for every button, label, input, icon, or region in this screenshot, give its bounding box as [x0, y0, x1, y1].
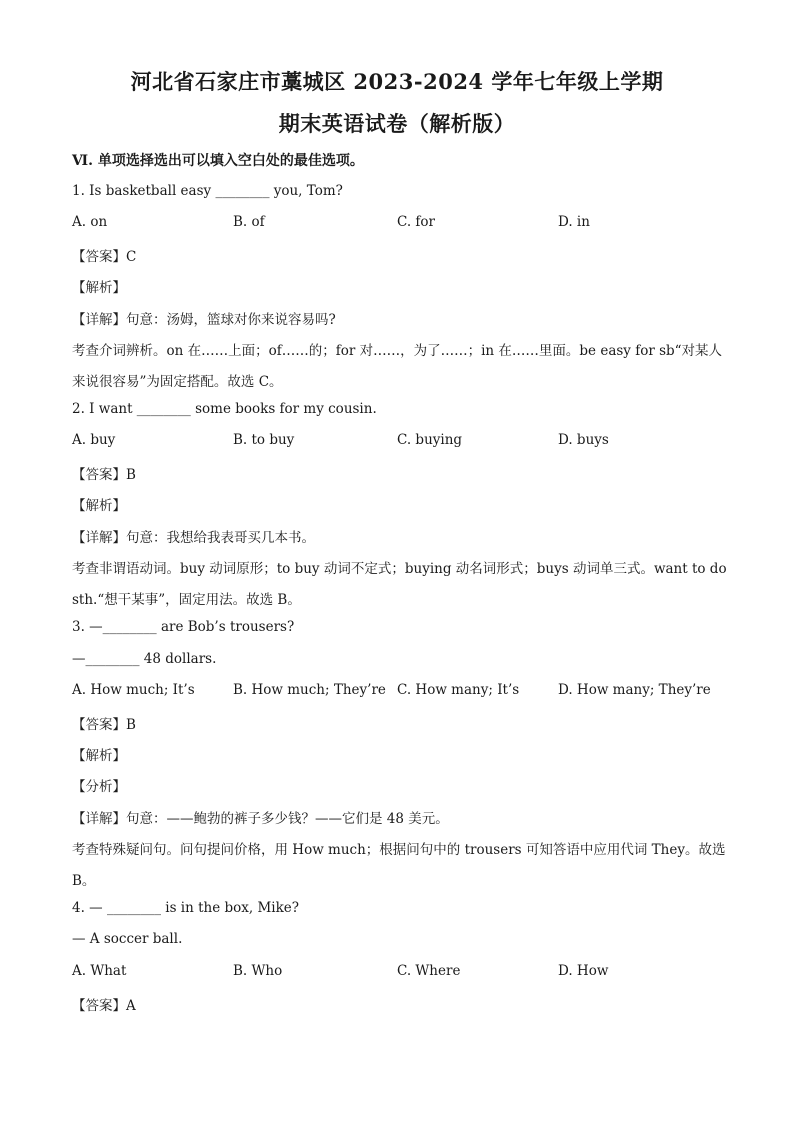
question-4-option-d: D. How — [558, 963, 609, 979]
question-4-stem-line2: — A soccer ball. — [72, 931, 183, 947]
question-1-option-b: B. of — [233, 214, 265, 230]
question-1-stem: 1. Is basketball easy ________ you, Tom? — [72, 183, 343, 199]
document-title-line1: 河北省石家庄市藁城区 2023-2024 学年七年级上学期 — [130, 69, 664, 94]
question-2-option-c: C. buying — [397, 432, 463, 448]
question-4-option-b: B. Who — [233, 963, 283, 979]
question-2-detail: 【详解】句意：我想给我表哥买几本书。 — [72, 530, 315, 546]
question-3-explanation-line2: B。 — [72, 873, 96, 889]
question-2-answer: 【答案】B — [72, 467, 136, 483]
question-1-option-c: C. for — [397, 214, 436, 230]
question-1-option-a: A. on — [72, 214, 108, 230]
question-1-answer: 【答案】C — [72, 249, 137, 265]
question-3-analysis-label: 【解析】 — [72, 748, 126, 764]
question-1-detail: 【详解】句意：汤姆，篮球对你来说容易吗? — [72, 312, 336, 328]
question-2-explanation-line2: sth.“想干某事”，固定用法。故选 B。 — [72, 592, 301, 608]
question-2-option-a: A. buy — [72, 432, 116, 448]
question-1-explanation-line2: 来说很容易”为固定搭配。故选 C。 — [72, 374, 283, 390]
question-3-explanation-line1: 考查特殊疑问句。问句提问价格，用 How much；根据问句中的 trousers 可知答语中应用代词 They。故选 — [72, 842, 726, 858]
question-2-stem: 2. I want ________ some books for my cousin. — [72, 401, 377, 417]
question-3-option-b: B. How much; They’re — [233, 682, 386, 698]
question-3-stem-line2: —________ 48 dollars. — [72, 651, 217, 667]
question-1-explanation-line1: 考查介词辨析。on 在……上面；of……的；for 对……，为了……；in 在……里面。be easy for sb“对某人 — [72, 343, 723, 359]
question-3-stem-line1: 3. —________ are Bob’s trousers? — [72, 619, 295, 635]
question-2-option-d: D. buys — [558, 432, 609, 448]
section-heading: Ⅵ. 单项选择选出可以填入空白处的最佳选项。 — [72, 153, 364, 169]
question-3-option-c: C. How many; It’s — [397, 682, 520, 698]
question-3-detail: 【详解】句意：——鲍勃的裤子多少钱？——它们是 48 美元。 — [72, 811, 449, 827]
question-2-analysis-label: 【解析】 — [72, 498, 126, 514]
question-4-stem-line1: 4. — ________ is in the box, Mike? — [72, 900, 300, 916]
question-3-option-d: D. How many; They’re — [558, 682, 711, 698]
question-2-explanation-line1: 考查非谓语动词。buy 动词原形；to buy 动词不定式；buying 动名词形式；buys 动词单三式。want to do — [72, 561, 727, 577]
document-title-line2: 期末英语试卷（解析版） — [278, 111, 516, 136]
question-2-option-b: B. to buy — [233, 432, 295, 448]
question-3-answer: 【答案】B — [72, 717, 136, 733]
question-4-option-c: C. Where — [397, 963, 461, 979]
question-1-analysis-label: 【解析】 — [72, 280, 126, 296]
question-1-option-d: D. in — [558, 214, 590, 230]
question-4-answer: 【答案】A — [72, 998, 136, 1014]
question-3-option-a: A. How much; It’s — [72, 682, 195, 698]
question-3-fenxi-label: 【分析】 — [72, 779, 126, 795]
question-4-option-a: A. What — [72, 963, 127, 979]
